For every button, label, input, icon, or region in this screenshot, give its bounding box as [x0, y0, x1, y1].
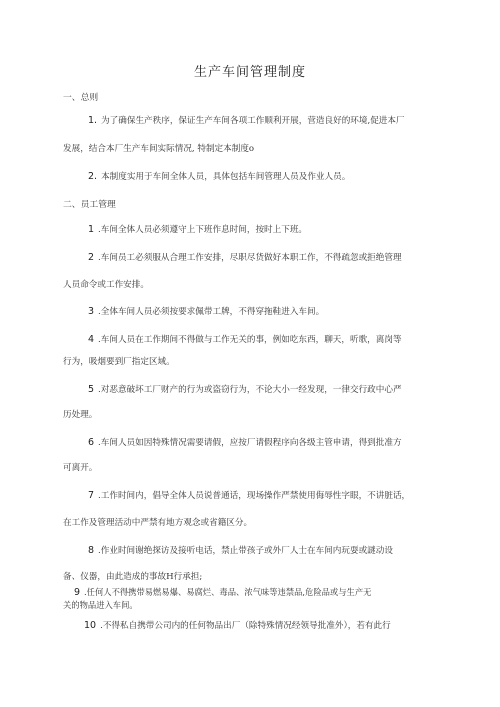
- clause-2-5: [88, 384, 402, 396]
- clause-1-1: [88, 115, 405, 127]
- clause-text: .工作时间内，倡导全体人员说普通话，现场操作严禁使用侮辱性字眼，不讲脏话，: [98, 491, 411, 501]
- clause-number: 6: [88, 437, 95, 448]
- clause-number: 2.: [88, 171, 98, 182]
- clause-2-4: [88, 334, 402, 346]
- clause-number: 9: [74, 587, 81, 598]
- clause-number: 5: [88, 384, 95, 395]
- section-heading-staff: 二、员工管理: [63, 200, 116, 210]
- clause-number: 4: [88, 334, 95, 345]
- clause-2-9: [74, 587, 371, 598]
- clause-1-2: [88, 171, 350, 183]
- clause-2-8: [88, 545, 393, 557]
- clause-text: .车间人员如因特殊情况需要请假，应按厂请假程序向各级主管申请，得到批准方: [98, 438, 402, 448]
- clause-2-6: [88, 437, 402, 449]
- clause-2-8-continued: 备、仪器，由此造成的事故H行承担;: [63, 572, 203, 582]
- clause-2-10: [84, 620, 391, 632]
- clause-2-2-continued: 人员命令或工作安排。: [63, 280, 149, 290]
- clause-text: .作业时间谢绝探访及接听电话，禁止带孩子或外厂人士在车间内玩耍或謎动设: [98, 546, 393, 556]
- clause-text: .对恶意破坏工厂财产的行为或盗窃行为，不论大小一经发现，一律交行政中心严: [98, 385, 402, 395]
- section-heading-general: 一、总则: [63, 93, 99, 103]
- clause-text: .全体车间人员必须按要求佩带工牌，不得穿拖鞋进入车间。: [98, 307, 325, 317]
- clause-2-7: [88, 490, 410, 502]
- clause-text: .任何人不得携带易燃易爆、易腐烂、毒品、浓气味等违禁品,危险品或与生产无: [84, 587, 372, 597]
- clause-number: 1: [88, 224, 95, 235]
- clause-number: 8: [88, 545, 95, 556]
- clause-2-5-continued: 历处理。: [63, 410, 98, 420]
- clause-text: 为了确保生产秩序，保证生产车间各项工作顺利开展，营造良好的环境,促进本厂: [101, 116, 405, 126]
- clause-2-2: [88, 252, 402, 264]
- clause-2-6-continued: 可离开。: [63, 463, 98, 473]
- clause-text: .车间员工必须服从合理工作安排，尽职尽货做好本职工作，不得疏忽或拒绝管理: [98, 253, 402, 263]
- clause-number: 3: [88, 306, 95, 317]
- clause-2-3: [88, 306, 324, 318]
- clause-2-4-continued: 行为，吸烟要到厂指定区域。: [63, 357, 175, 367]
- clause-text: .车间全体人员必须遵守上下班作息时间，按时上下班。: [98, 225, 308, 235]
- document-title: 生产车间管理制度: [193, 65, 306, 80]
- clause-2-9-continued: 关的物品进入车间。: [63, 600, 138, 610]
- clause-2-1: [88, 224, 307, 236]
- clause-number: 1.: [88, 115, 98, 126]
- clause-number: 2: [88, 252, 95, 263]
- clause-text: .不得私自携带公司内的任何物品出厂（除特殊情况经领导批准外），若有此行: [100, 621, 391, 631]
- clause-number: 7: [88, 490, 95, 501]
- clause-number: 10: [84, 620, 97, 631]
- clause-text: 本制度实用于车间全体人员，具体包括车间管理人员及作业人员。: [101, 172, 351, 182]
- clause-text: .车间人员在工作期间不得做与工作无关的事，例如吃东西，聊天，听歌，离岗等: [98, 335, 402, 345]
- clause-1-1-continued: 发展，结合本厂生产车间实际情况, 特制定本制度o: [63, 144, 255, 154]
- clause-2-7-continued: 在工作及管理活动中严禁有地方观念或省籍区分。: [63, 518, 253, 528]
